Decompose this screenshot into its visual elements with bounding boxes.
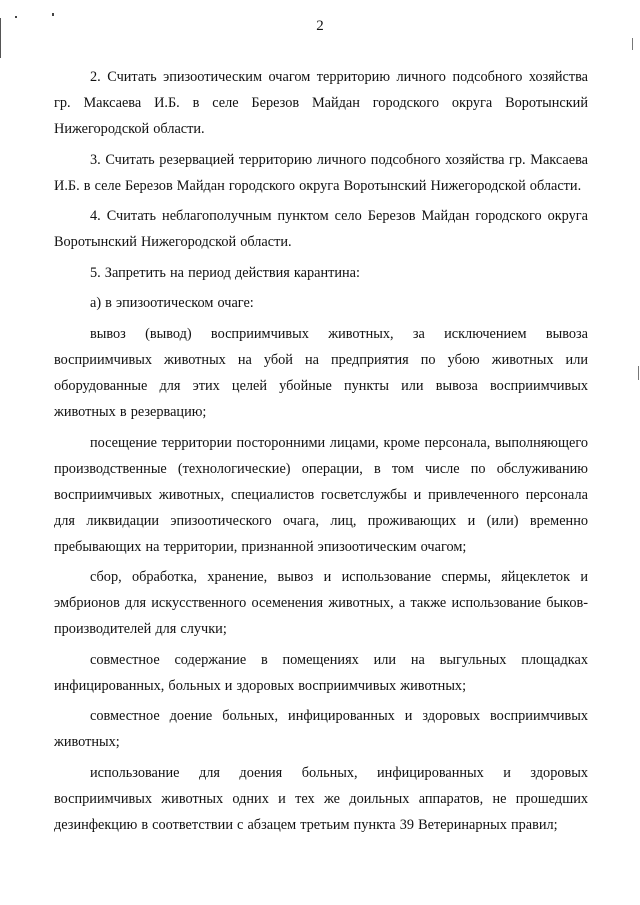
paragraph-item-3: 3. Считать резервацией территорию личного подсобного хозяйства гр. Максаева И.Б. в селе Березов Майдан городского округа Воротынский Нижегородской области. (54, 151, 588, 194)
paragraph-joint-milking-ban: совместное доение больных, инфицированных и здоровых восприимчивых животных; (54, 708, 588, 751)
paragraph-milking-equipment-ban: использование для доения больных, инфицированных и здоровых восприимчивых животных одних и тех же доильных аппаратов, не прошедших дезинфекцию в соответствии с абзацем третьим пункта 39 Ветеринарных правил; (54, 764, 588, 833)
paragraph-semen-ban: сбор, обработка, хранение, вывоз и использование спермы, яйцеклеток и эмбрионов для искусственного осеменения животных, а также использование быков-производителей для случки; (54, 569, 588, 638)
page-number: 2 (316, 18, 324, 34)
paragraph-visit-ban: посещение территории посторонними лицами, кроме персонала, выполняющего производственные (технологические) операции, в том числе по обслуживанию восприимчивых животных, специалистов госветслужбы и привлеченного персонала для ликвидации эпизоотического очага, лиц, проживающих и (или) временно пребывающих на территории, признанной эпизоотическим очагом; (54, 434, 588, 555)
paragraph-subitem-a: а) в эпизоотическом очаге: (90, 295, 254, 312)
scan-speck (52, 13, 54, 16)
paragraph-export-ban: вывоз (вывод) восприимчивых животных, за исключением вывоза восприимчивых животных на убой на предприятия по убою животных или оборудованные для этих целей убойные пункты или вывоза восприимчивых животных в резервацию; (54, 325, 588, 420)
paragraph-item-2: 2. Считать эпизоотическим очагом территорию личного подсобного хозяйства гр. Максаева И.Б. в селе Березов Майдан городского округа Воротынский Нижегородской области. (54, 69, 588, 137)
paragraph-joint-keeping-ban: совместное содержание в помещениях или на выгульных площадках инфицированных, больных и здоровых восприимчивых животных; (54, 651, 588, 694)
scan-edge-mark (632, 38, 633, 50)
paragraph-item-5: 5. Запретить на период действия карантина: (90, 264, 360, 281)
scan-edge-mark (638, 366, 639, 380)
paragraph-item-4: 4. Считать неблагополучным пунктом село Березов Майдан городского округа Воротынский Нижегородской области. (54, 208, 588, 251)
document-body (54, 64, 588, 843)
